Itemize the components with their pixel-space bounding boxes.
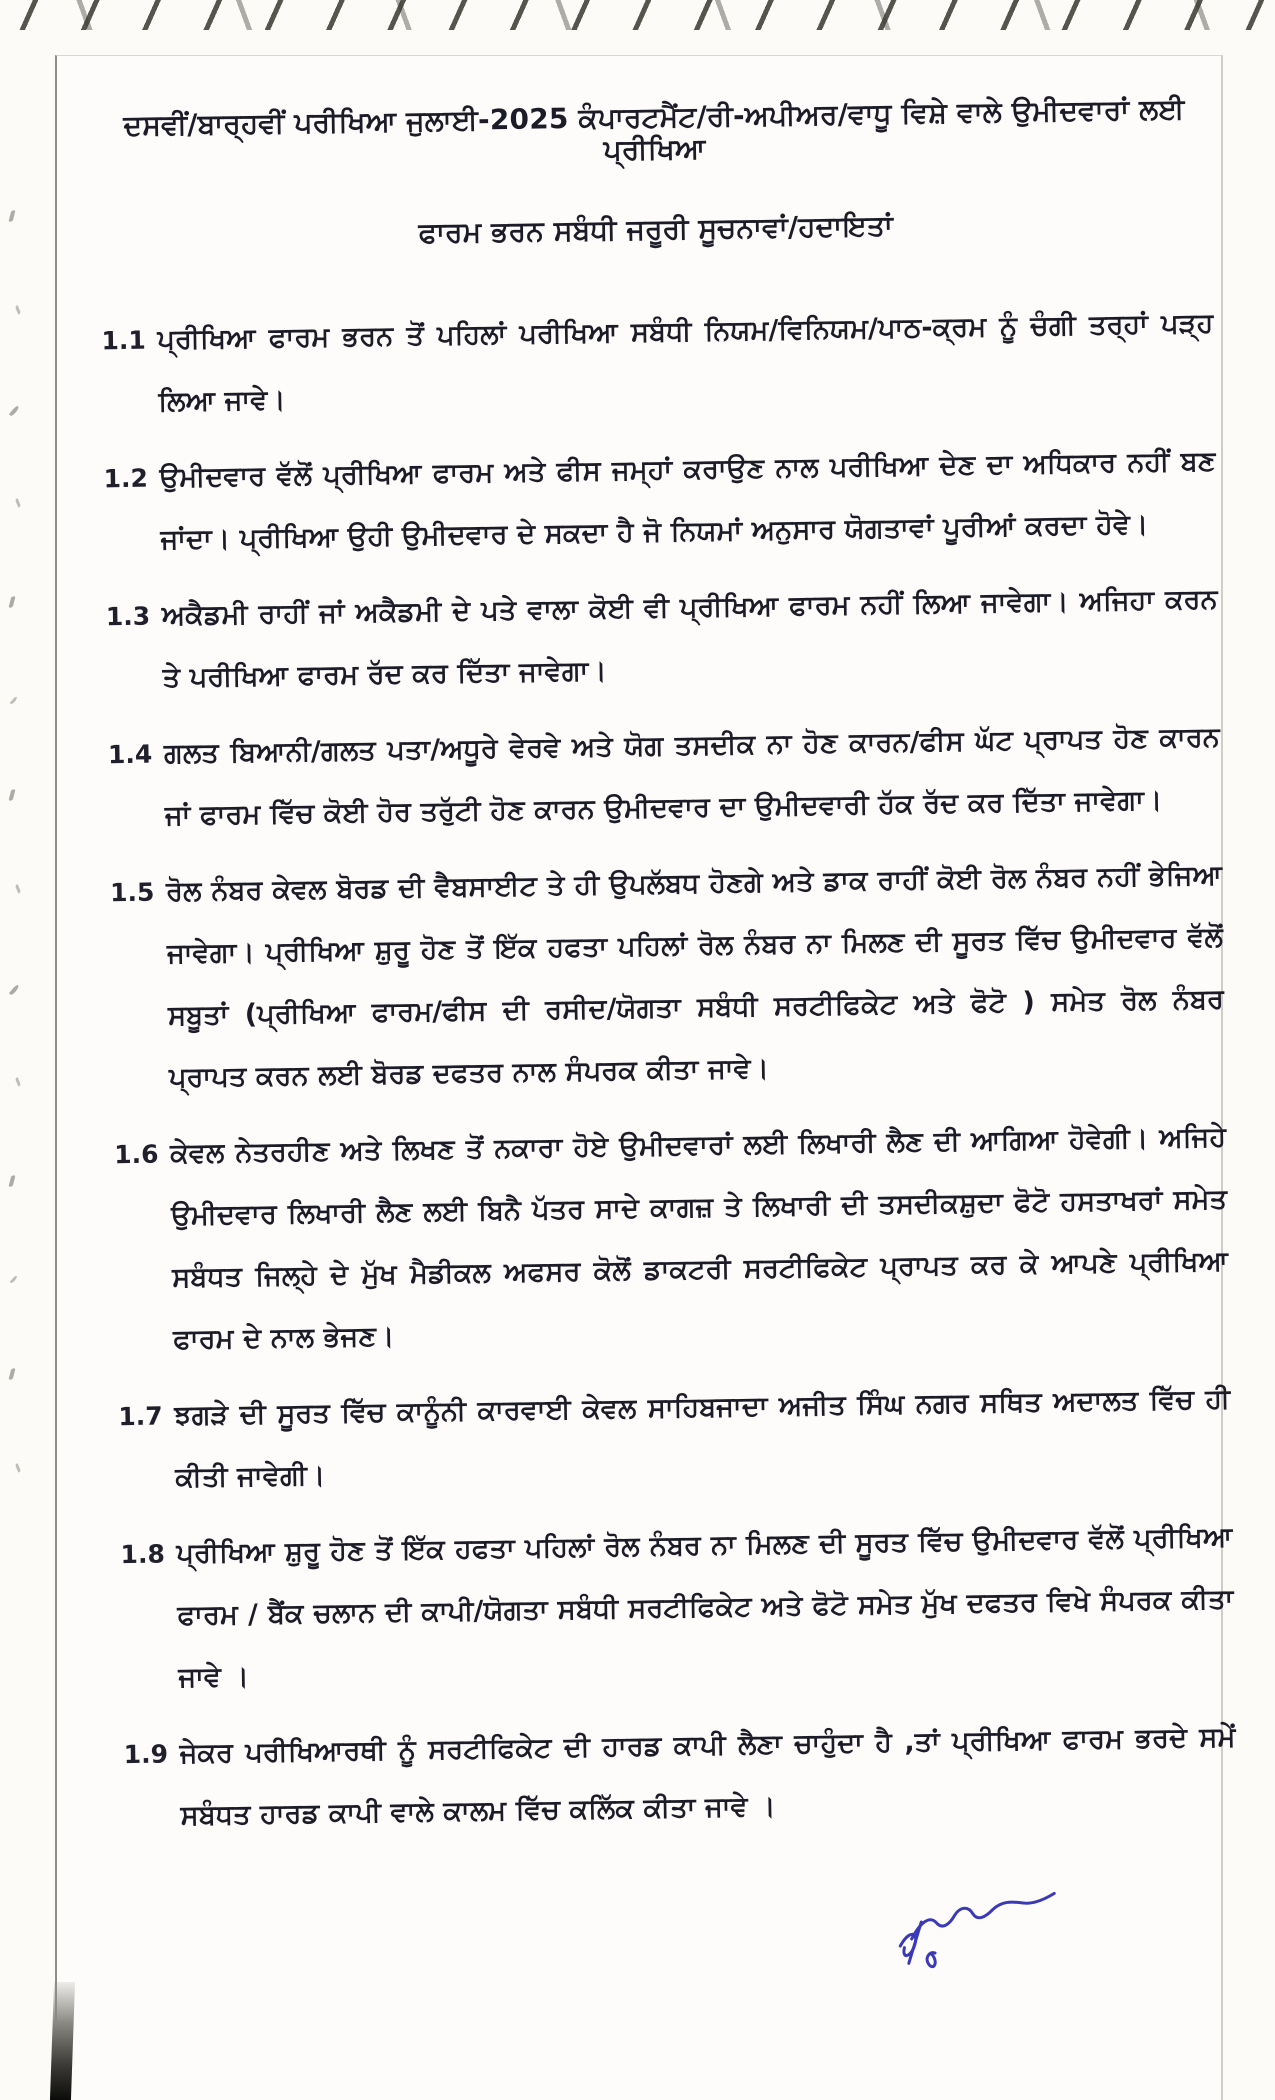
item-text: ਪ੍ਰੀਖਿਆ ਸ਼ੁਰੂ ਹੋਣ ਤੋਂ ਇੱਕ ਹਫਤਾ ਪਹਿਲਾਂ ਰੋਲ ਨੰਬਰ ਨਾ ਮਿਲਣ ਦੀ ਸੂਰਤ ਵਿੱਚ ਉਮੀਦਵਾਰ ਵੱਲੋਂ ਪ੍ਰੀਖਿਆ ਫਾਰਮ / ਬੈਂਕ ਚਲਾਨ ਦੀ ਕਾਪੀ/ਯੋਗਤਾ ਸਬੰਧੀ ਸਰਟੀਫਿਕੇਟ ਅਤੇ ਫੋਟੋ ਸਮੇਤ ਮੁੱਖ ਦਫਤਰ ਵਿਖੇ ਸੰਪਰਕ ਕੀਤਾ ਜਾਵੇ । bbox=[176, 1521, 1234, 1693]
instruction-item-1-5 bbox=[110, 844, 1226, 1109]
item-number: 1.9 bbox=[123, 1739, 169, 1769]
instructions-list bbox=[101, 292, 1237, 1847]
item-text: ਪ੍ਰੀਖਿਆ ਫਾਰਮ ਭਰਨ ਤੋਂ ਪਹਿਲਾਂ ਪਰੀਖਿਆ ਸਬੰਧੀ ਨਿਯਮ/ਵਿਨਿਯਮ/ਪਾਠ-ਕ੍ਰਮ ਨੂੰ ਚੰਗੀ ਤਰ੍ਹਾਂ ਪੜ੍ਹ ਲਿਆ ਜਾਵੇ। bbox=[157, 307, 1214, 418]
item-text: ਜੇਕਰ ਪਰੀਖਿਆਰਥੀ ਨੂੰ ਸਰਟੀਫਿਕੇਟ ਦੀ ਹਾਰਡ ਕਾਪੀ ਲੈਣਾ ਚਾਹੁੰਦਾ ਹੈ ,ਤਾਂ ਪ੍ਰੀਖਿਆ ਫਾਰਮ ਭਰਦੇ ਸਮੇਂ ਸਬੰਧਤ ਹਾਰਡ ਕਾਪੀ ਵਾਲੇ ਕਾਲਮ ਵਿੱਚ ਕਲਿੱਕ ਕੀਤਾ ਜਾਵੇ । bbox=[179, 1721, 1236, 1831]
item-number: 1.5 bbox=[109, 877, 155, 907]
page-content bbox=[57, 38, 1249, 1863]
instruction-item-1-3 bbox=[105, 568, 1219, 709]
instruction-item-1-4 bbox=[107, 706, 1221, 847]
scan-artifact-top-strokes bbox=[0, 0, 1275, 30]
instruction-item-1-6 bbox=[114, 1106, 1230, 1371]
item-number: 1.1 bbox=[101, 325, 146, 355]
item-text: ਉਮੀਦਵਾਰ ਵੱਲੋਂ ਪ੍ਰੀਖਿਆ ਫਾਰਮ ਅਤੇ ਫੀਸ ਜਮ੍ਹਾਂ ਕਰਾਉਣ ਨਾਲ ਪਰੀਖਿਆ ਦੇਣ ਦਾ ਅਧਿਕਾਰ ਨਹੀਂ ਬਣ ਜਾਂਦਾ। ਪ੍ਰੀਖਿਆ ਉਹੀ ਉਮੀਦਵਾਰ ਦੇ ਸਕਦਾ ਹੈ ਜੋ ਨਿਯਮਾਂ ਅਨੁਸਾਰ ਯੋਗਤਾਵਾਂ ਪੂਰੀਆਂ ਕਰਦਾ ਹੋਵੇ। bbox=[159, 445, 1216, 555]
signature-ink bbox=[854, 1853, 1083, 1982]
page-sheet bbox=[55, 55, 1236, 2100]
instruction-item-1-1 bbox=[101, 292, 1215, 433]
instruction-item-1-2 bbox=[103, 430, 1217, 571]
page-title-line-1: ਦਸਵੀਂ/ਬਾਰ੍ਹਵੀਂ ਪਰੀਖਿਆ ਜੁਲਾਈ-2025 ਕੰਪਾਰਟਮੈਂਟ/ਰੀ-ਅਪੀਅਰ/ਵਾਧੂ ਵਿਸ਼ੇ ਵਾਲੇ ਉਮੀਦਵਾਰਾਂ ਲਈ ਪ੍ਰੀਖਿਆ bbox=[123, 92, 1185, 167]
page-title-line-2: ਫਾਰਮ ਭਰਨ ਸਬੰਧੀ ਜਰੂਰੀ ਸੂਚਨਾਵਾਂ/ਹਦਾਇਤਾਂ bbox=[418, 209, 894, 250]
instruction-item-1-9 bbox=[123, 1706, 1237, 1847]
item-text: ਗਲਤ ਬਿਆਨੀ/ਗਲਤ ਪਤਾ/ਅਧੂਰੇ ਵੇਰਵੇ ਅਤੇ ਯੋਗ ਤਸਦੀਕ ਨਾ ਹੋਣ ਕਾਰਨ/ਫੀਸ ਘੱਟ ਪ੍ਰਾਪਤ ਹੋਣ ਕਾਰਨ ਜਾਂ ਫਾਰਮ ਵਿੱਚ ਕੋਈ ਹੋਰ ਤਰੁੱਟੀ ਹੋਣ ਕਾਰਨ ਉਮੀਦਵਾਰ ਦਾ ਉਮੀਦਵਾਰੀ ਹੱਕ ਰੱਦ ਕਰ ਦਿੱਤਾ ਜਾਵੇਗਾ। bbox=[163, 721, 1221, 831]
item-text: ਕੇਵਲ ਨੇਤਰਹੀਣ ਅਤੇ ਲਿਖਣ ਤੋਂ ਨਕਾਰਾ ਹੋਏ ਉਮੀਦਵਾਰਾਂ ਲਈ ਲਿਖਾਰੀ ਲੈਣ ਦੀ ਆਗਿਆ ਹੋਵੇਗੀ। ਅਜਿਹੇ ਉਮੀਦਵਾਰ ਲਿਖਾਰੀ ਲੈਣ ਲਈ ਬਿਨੈ ਪੱਤਰ ਸਾਦੇ ਕਾਗਜ਼ ਤੇ ਲਿਖਾਰੀ ਦੀ ਤਸਦੀਕਸ਼ੁਦਾ ਫੋਟੋ ਹਸਤਾਖਰਾਂ ਸਮੇਤ ਸਬੰਧਤ ਜਿਲ੍ਹੇ ਦੇ ਮੁੱਖ ਮੈਡੀਕਲ ਅਫਸਰ ਕੋਲੋਂ ਡਾਕਟਰੀ ਸਰਟੀਫਿਕੇਟ ਪ੍ਰਾਪਤ ਕਰ ਕੇ ਆਪਣੇ ਪ੍ਰੀਖਿਆ ਫਾਰਮ ਦੇ ਨਾਲ ਭੇਜਣ। bbox=[170, 1121, 1229, 1355]
item-number: 1.8 bbox=[120, 1539, 166, 1569]
item-text: ਝਗੜੇ ਦੀ ਸੂਰਤ ਵਿੱਚ ਕਾਨੂੰਨੀ ਕਾਰਵਾਈ ਕੇਵਲ ਸਾਹਿਬਜਾਦਾ ਅਜੀਤ ਸਿੰਘ ਨਗਰ ਸਥਿਤ ਅਦਾਲਤ ਵਿੱਚ ਹੀ ਕੀਤੀ ਜਾਵੇਗੀ। bbox=[174, 1383, 1231, 1493]
instruction-item-1-7 bbox=[118, 1368, 1232, 1509]
scan-artifact-bottom-left bbox=[50, 1982, 75, 2100]
item-number: 1.3 bbox=[105, 601, 151, 631]
scan-artifact-left-margin bbox=[10, 210, 44, 1475]
item-number: 1.2 bbox=[103, 463, 149, 493]
item-text: ਅਕੈਡਮੀ ਰਾਹੀਂ ਜਾਂ ਅਕੈਡਮੀ ਦੇ ਪਤੇ ਵਾਲਾ ਕੋਈ ਵੀ ਪ੍ਰੀਖਿਆ ਫਾਰਮ ਨਹੀਂ ਲਿਆ ਜਾਵੇਗਾ। ਅਜਿਹਾ ਕਰਨ ਤੇ ਪਰੀਖਿਆ ਫਾਰਮ ਰੱਦ ਕਰ ਦਿੱਤਾ ਜਾਵੇਗਾ। bbox=[161, 583, 1218, 693]
item-number: 1.6 bbox=[114, 1139, 159, 1169]
item-number: 1.4 bbox=[107, 739, 153, 769]
item-number: 1.7 bbox=[118, 1401, 163, 1431]
item-text: ਰੋਲ ਨੰਬਰ ਕੇਵਲ ਬੋਰਡ ਦੀ ਵੈਬਸਾਈਟ ਤੇ ਹੀ ਉਪਲੱਬਧ ਹੋਣਗੇ ਅਤੇ ਡਾਕ ਰਾਹੀਂ ਕੋਈ ਰੋਲ ਨੰਬਰ ਨਹੀਂ ਭੇਜਿਆ ਜਾਵੇਗਾ। ਪ੍ਰੀਖਿਆ ਸ਼ੁਰੂ ਹੋਣ ਤੋਂ ਇੱਕ ਹਫਤਾ ਪਹਿਲਾਂ ਰੋਲ ਨੰਬਰ ਨਾ ਮਿਲਣ ਦੀ ਸੂਰਤ ਵਿੱਚ ਉਮੀਦਵਾਰ ਵੱਲੋਂ ਸਬੂਤਾਂ (ਪ੍ਰੀਖਿਆ ਫਾਰਮ/ਫੀਸ ਦੀ ਰਸੀਦ/ਯੋਗਤਾ ਸਬੰਧੀ ਸਰਟੀਫਿਕੇਟ ਅਤੇ ਫੋਟੋ ) ਸਮੇਤ ਰੋਲ ਨੰਬਰ ਪ੍ਰਾਪਤ ਕਰਨ ਲਈ ਬੋਰਡ ਦਫਤਰ ਨਾਲ ਸੰਪਰਕ ਕੀਤਾ ਜਾਵੇ। bbox=[165, 859, 1225, 1093]
instruction-item-1-8 bbox=[120, 1506, 1235, 1709]
